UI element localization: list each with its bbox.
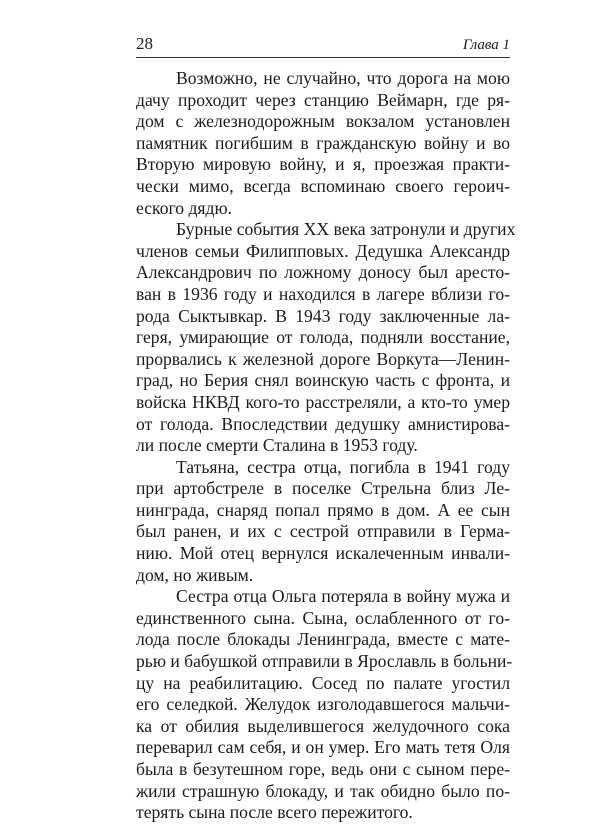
text-line: цу на реабилитацию. Сосед по палате угостил — [136, 672, 510, 693]
text-line: Возможно, не случайно, что дорога на мою — [176, 68, 510, 88]
text-line: Вторую мировую войну, и я, проезжая практи- — [136, 154, 510, 175]
text-line: его селедкой. Желудок изголодавшегося мальчи- — [136, 694, 510, 715]
page-number: 28 — [136, 34, 153, 53]
text-line: ка от обилия выделившегося желудочного сока — [136, 715, 510, 736]
text-line: нию. Мой отец вернулся искалеченным инвали- — [136, 543, 510, 564]
text-line: рода Сыктывкар. В 1943 году заключенные ла- — [136, 305, 510, 326]
text-line: прорвались к железной дороге Воркута—Ленин- — [136, 348, 510, 369]
text-line: жили страшную блокаду, и так обидно было по- — [136, 780, 510, 801]
text-line: Бурные события XX века затронули и других — [176, 219, 516, 240]
text-line: при артобстреле в поселке Стрельна близ Ле- — [136, 478, 510, 499]
text-line: Александрович по ложному доносу был аресто- — [136, 262, 510, 283]
text-line: чески мимо, всегда вспоминаю своего героич- — [136, 175, 510, 196]
text-line: дом, но живым. — [136, 564, 254, 585]
text-line: членов семьи Филипповых. Дедушка Александр — [136, 240, 510, 261]
body-text — [136, 68, 516, 824]
text-line: была в безутешном горе, ведь они с сыном пере- — [136, 759, 510, 779]
text-line: геря, умирающие от голода, подняли восстание, — [136, 327, 510, 348]
text-line: от голода. Впоследствии дедушку амнистирова- — [136, 413, 510, 434]
paragraph — [136, 68, 510, 219]
text-line: дом с железнодорожным вокзалом установлен — [136, 111, 510, 132]
text-line: ван в 1936 году и находился в лагере вблизи го- — [136, 283, 510, 304]
text-line: лода после блокады Ленинграда, вместе с мате- — [136, 629, 510, 650]
text-line: рью и бабушкой отправили в Ярославль в больни- — [136, 651, 513, 672]
header-rule — [136, 57, 510, 58]
text-line: Татьяна, сестра отца, погибла в 1941 году — [176, 456, 510, 477]
text-line: единственного сына. Сына, ослабленного от го- — [136, 607, 510, 628]
text-line: был ранен, и их с сестрой отправили в Герма- — [136, 521, 510, 542]
text-line: град, но Берия снял воинскую часть с фронта, и — [136, 370, 510, 391]
text-line: нинграда, снаряд попал прямо в дом. А ее сын — [136, 499, 510, 520]
text-line: еского дядю. — [136, 197, 233, 218]
text-line: переварил сам себя, и он умер. Его мать тетя Оля — [136, 737, 510, 758]
text-line: терять сына после всего пережитого. — [136, 802, 413, 823]
paragraph — [136, 219, 516, 457]
running-header — [136, 34, 510, 54]
paragraph — [136, 457, 510, 587]
text-line: войска НКВД кого-то расстреляли, а кто-то умер — [136, 391, 510, 412]
text-line: дачу проходит через станцию Веймарн, где ря- — [136, 89, 510, 110]
text-line: ли после смерти Сталина в 1953 году. — [136, 435, 418, 456]
text-line: Сестра отца Ольга потеряла в войну мужа и — [176, 586, 510, 607]
text-line: памятник погибшим в гражданскую войну и во — [136, 132, 510, 153]
paragraph — [136, 586, 513, 824]
chapter-title: Глава 1 — [462, 37, 510, 53]
